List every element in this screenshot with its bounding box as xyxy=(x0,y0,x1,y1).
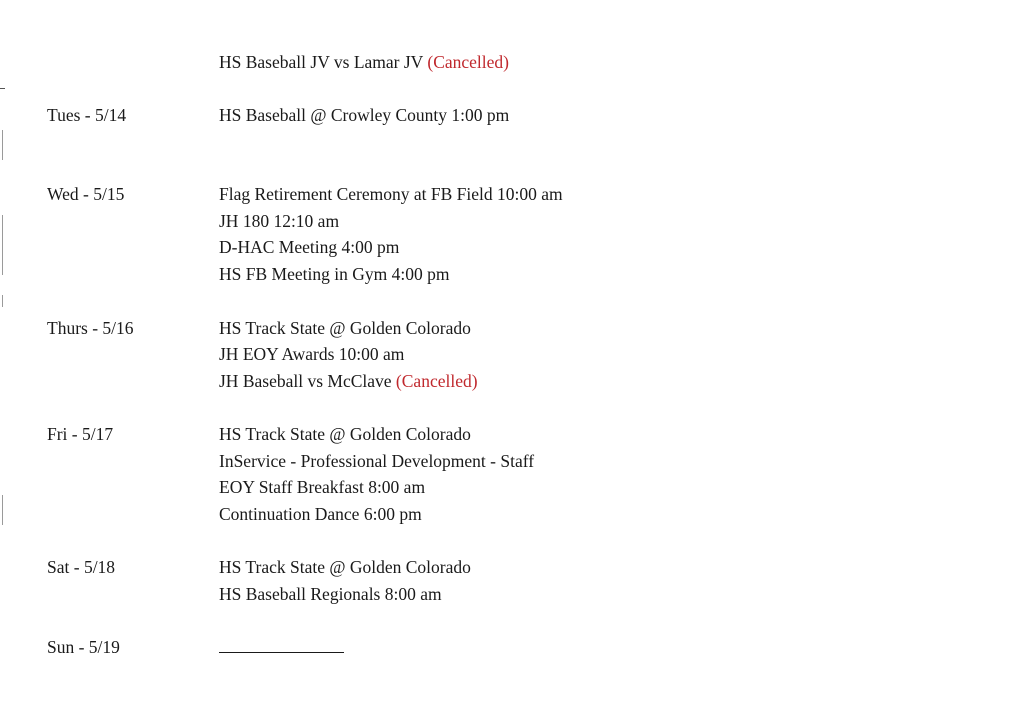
event-line: D-HAC Meeting 4:00 pm xyxy=(219,237,400,257)
scan-artifact xyxy=(0,88,5,89)
scan-artifact xyxy=(2,130,3,160)
cancelled-note: (Cancelled) xyxy=(427,52,509,72)
event-line: HS Track State @ Golden Colorado xyxy=(219,557,471,577)
event-line xyxy=(219,371,478,391)
event-line: HS Baseball @ Crowley County 1:00 pm xyxy=(219,105,510,125)
day-label: Thurs - 5/16 xyxy=(47,318,134,338)
event-line xyxy=(219,52,509,72)
event-line: HS Track State @ Golden Colorado xyxy=(219,424,471,444)
event-line: JH EOY Awards 10:00 am xyxy=(219,344,405,364)
event-line: HS Baseball Regionals 8:00 am xyxy=(219,584,442,604)
scan-artifact xyxy=(2,215,3,275)
event-text: JH Baseball vs McClave xyxy=(219,371,392,391)
scan-artifact xyxy=(2,295,3,307)
event-line: Continuation Dance 6:00 pm xyxy=(219,504,422,524)
day-label: Fri - 5/17 xyxy=(47,424,114,444)
event-line: InService - Professional Development - Staff xyxy=(219,451,535,471)
event-line: HS Track State @ Golden Colorado xyxy=(219,318,471,338)
blank-event-line xyxy=(219,652,344,653)
day-label: Sat - 5/18 xyxy=(47,557,116,577)
scan-artifact xyxy=(2,495,3,525)
event-line: EOY Staff Breakfast 8:00 am xyxy=(219,477,426,497)
day-label: Tues - 5/14 xyxy=(47,105,127,125)
event-line: JH 180 12:10 am xyxy=(219,211,340,231)
event-line: HS FB Meeting in Gym 4:00 pm xyxy=(219,264,450,284)
day-label: Wed - 5/15 xyxy=(47,184,125,204)
event-text: HS Baseball JV vs Lamar JV xyxy=(219,52,423,72)
day-label: Sun - 5/19 xyxy=(47,637,120,657)
event-line: Flag Retirement Ceremony at FB Field 10:00 am xyxy=(219,184,563,204)
cancelled-note: (Cancelled) xyxy=(395,371,478,391)
